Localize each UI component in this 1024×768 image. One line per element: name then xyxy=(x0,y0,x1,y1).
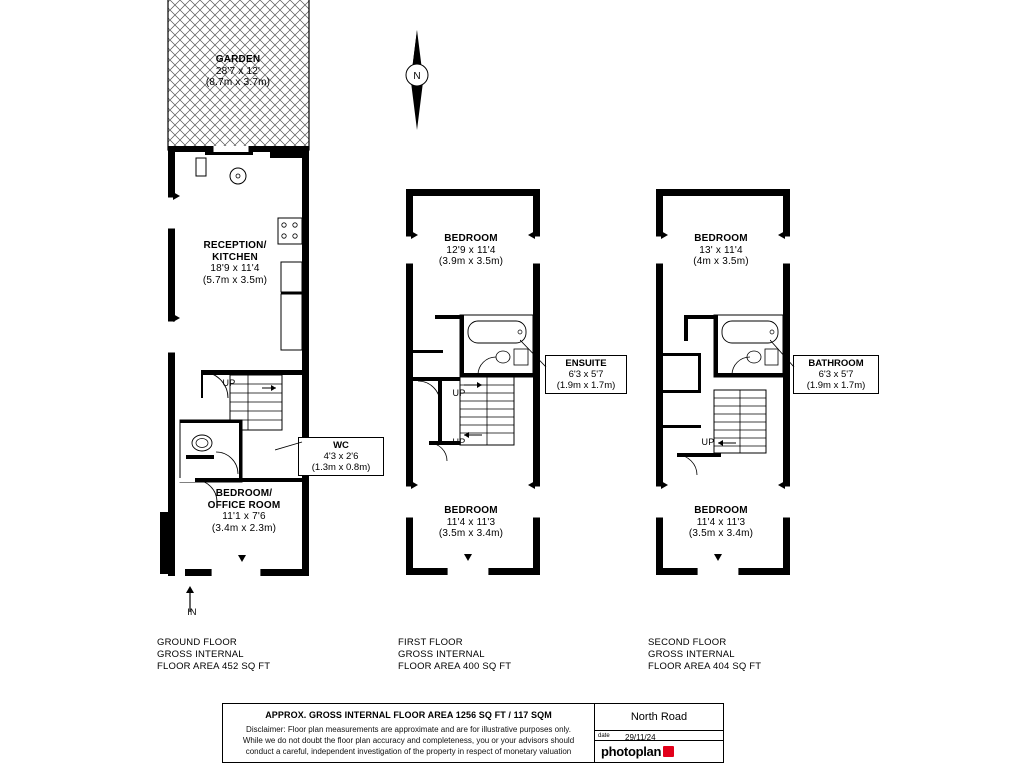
disclaimer-line-2: While we do not doubt the floor plan accuracy and completeness, you or your advisors should xyxy=(242,736,575,745)
disclaimer-line-1: Disclaimer: Floor plan measurements are approximate and are for illustrative purposes only. xyxy=(246,725,571,734)
compass-rose xyxy=(388,30,446,130)
second-bedroom2-name: BEDROOM xyxy=(694,505,748,516)
photoplan-logo: photoplan xyxy=(601,744,662,759)
bathroom-name: BATHROOM xyxy=(808,358,864,369)
second-bedroom1-name: BEDROOM xyxy=(694,233,748,244)
second-bedroom2-label xyxy=(658,505,784,540)
reception-kitchen-line2: KITCHEN xyxy=(212,251,258,263)
ensuite-callout xyxy=(545,355,627,394)
reception-kitchen-line1: RECEPTION/ xyxy=(203,240,267,251)
total-area-title: APPROX. GROSS INTERNAL FLOOR AREA 1256 SQ FT / 117 SQM xyxy=(265,710,552,720)
second-caption-line2: GROSS INTERNAL xyxy=(648,649,735,660)
first-up-marker-2: UP xyxy=(452,437,466,447)
bedroom-office-line2: OFFICE ROOM xyxy=(207,499,281,511)
bedroom-office-metric: (3.4m x 2.3m) xyxy=(211,522,277,534)
second-bedroom1-label xyxy=(658,233,784,268)
ground-garden-label xyxy=(178,54,298,89)
bedroom-office-imperial: 11'1 x 7'6 xyxy=(222,511,266,522)
bathroom-leader-line xyxy=(770,335,798,375)
ensuite-metric: (1.9m x 1.7m) xyxy=(556,380,616,391)
second-up-marker: UP xyxy=(701,437,715,447)
first-bedroom1-label xyxy=(408,233,534,268)
first-bedroom2-name: BEDROOM xyxy=(444,505,498,516)
date-value: 29/11/24 xyxy=(625,732,656,742)
garden-imperial: 28'7 x 12' xyxy=(215,65,261,77)
ensuite-name: ENSUITE xyxy=(565,358,607,369)
second-caption-line1: SECOND FLOOR xyxy=(648,637,727,648)
ground-floor-caption xyxy=(157,637,270,673)
ground-bedroom-office-label xyxy=(180,488,308,534)
ground-up-marker: UP xyxy=(222,378,236,388)
ensuite-imperial: 6'3 x 5'7 xyxy=(568,369,604,380)
reception-kitchen-metric: (5.7m x 3.5m) xyxy=(202,274,268,286)
first-up-marker-1: UP xyxy=(452,388,466,398)
first-caption-line3: FLOOR AREA 400 SQ FT xyxy=(398,661,512,672)
wc-metric: (1.3m x 0.8m) xyxy=(311,462,371,473)
ground-caption-line1: GROUND FLOOR xyxy=(157,637,237,648)
second-bedroom2-metric: (3.5m x 3.4m) xyxy=(688,528,754,539)
second-caption-line3: FLOOR AREA 404 SQ FT xyxy=(648,661,762,672)
bathroom-callout xyxy=(793,355,879,394)
ground-caption-line3: FLOOR AREA 452 SQ FT xyxy=(157,661,271,672)
garden-name: GARDEN xyxy=(215,54,261,65)
first-floor-caption xyxy=(398,637,511,673)
ground-caption-line2: GROSS INTERNAL xyxy=(157,649,244,660)
first-bedroom2-label xyxy=(408,505,534,540)
ground-in-marker: IN xyxy=(187,607,197,617)
reception-kitchen-imperial: 18'9 x 11'4 xyxy=(210,263,260,274)
first-bedroom1-imperial: 12'9 x 11'4 xyxy=(446,244,496,256)
date-label: date xyxy=(598,733,610,739)
bathroom-metric: (1.9m x 1.7m) xyxy=(806,380,866,391)
footer-block xyxy=(222,703,724,763)
second-bedroom1-metric: (4m x 3.5m) xyxy=(693,256,749,267)
ensuite-leader-line xyxy=(520,335,550,375)
second-floor-caption xyxy=(648,637,761,673)
photoplan-logo-mark xyxy=(663,746,674,757)
wc-imperial: 4'3 x 2'6 xyxy=(323,451,359,462)
property-address: North Road xyxy=(630,711,688,723)
wc-name: WC xyxy=(333,440,349,451)
first-bedroom2-metric: (3.5m x 3.4m) xyxy=(438,528,504,539)
garden-metric: (8.7m x 3.7m) xyxy=(205,77,271,88)
second-bedroom1-imperial: 13' x 11'4 xyxy=(699,244,743,256)
first-bedroom2-imperial: 11'4 x 11'3 xyxy=(446,516,496,528)
ground-reception-kitchen-label xyxy=(170,240,300,286)
bathroom-imperial: 6'3 x 5'7 xyxy=(818,369,854,380)
first-bedroom1-metric: (3.9m x 3.5m) xyxy=(438,256,504,267)
disclaimer-line-3: conduct a careful, independent investigation of the property in respect of monetary valuation xyxy=(245,747,572,756)
bedroom-office-line1: BEDROOM/ xyxy=(215,488,273,499)
wc-leader-line xyxy=(275,420,305,460)
wc-callout xyxy=(298,437,384,476)
second-bedroom2-imperial: 11'4 x 11'3 xyxy=(696,516,746,528)
first-caption-line2: GROSS INTERNAL xyxy=(398,649,485,660)
first-bedroom1-name: BEDROOM xyxy=(444,233,498,244)
svg-text:N: N xyxy=(413,71,421,82)
first-caption-line1: FIRST FLOOR xyxy=(398,637,463,648)
